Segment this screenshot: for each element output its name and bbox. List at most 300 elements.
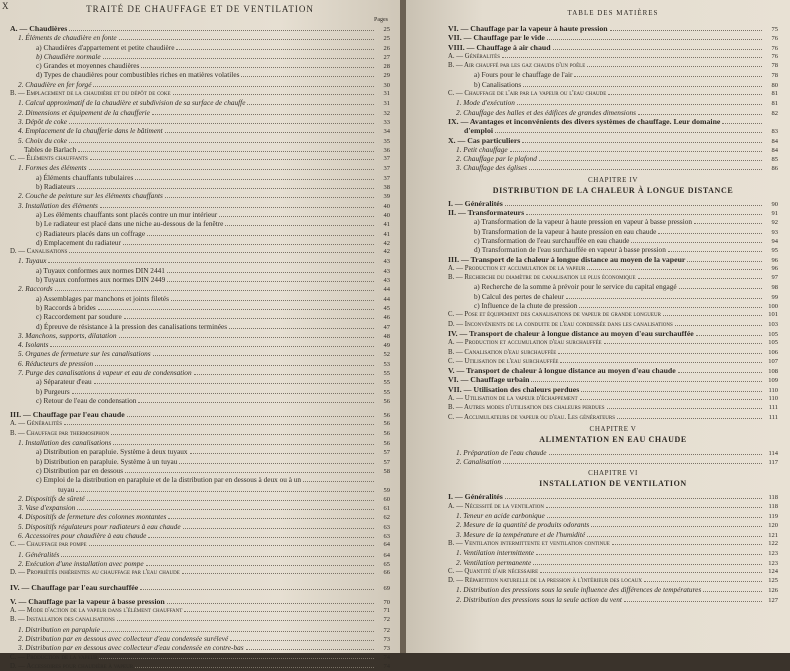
toc-entry-page: 100 bbox=[768, 303, 778, 311]
toc-entry-title: D. — Propriétés inhérentes au chauffage par l'eau chaude bbox=[10, 569, 180, 577]
dot-leader bbox=[102, 631, 374, 632]
dot-leader bbox=[607, 408, 762, 409]
dot-leader bbox=[591, 526, 762, 527]
toc-entry-title: D. — Canalisations bbox=[10, 248, 68, 256]
toc-entry bbox=[10, 182, 390, 191]
toc-entry bbox=[448, 576, 778, 585]
toc-entry-page: 33 bbox=[383, 118, 390, 126]
toc-entry-title: c) Retour de l'eau de condensation bbox=[36, 395, 137, 405]
dot-leader bbox=[171, 300, 374, 301]
toc-entry-page: 38 bbox=[383, 184, 390, 192]
toc-entry bbox=[448, 217, 778, 226]
toc-entry-title: c) Distribution par en dessous bbox=[36, 465, 124, 475]
toc-entry bbox=[448, 273, 778, 282]
toc-entry bbox=[448, 43, 778, 52]
toc-entry bbox=[10, 210, 390, 219]
toc-entry-page: 49 bbox=[383, 342, 390, 350]
toc-entry bbox=[448, 502, 778, 511]
dot-leader bbox=[167, 272, 374, 273]
toc-entry-title: b) Tuyaux conformes aux normes DIN 2449 bbox=[36, 275, 166, 285]
toc-entry-page: 25 bbox=[383, 35, 390, 43]
toc-entry-page: 36 bbox=[383, 146, 390, 154]
toc-entry-page: 42 bbox=[383, 248, 390, 256]
dot-leader bbox=[94, 383, 374, 384]
toc-entry bbox=[10, 322, 390, 331]
toc-entry-page: 40 bbox=[383, 211, 390, 219]
toc-entry-page: 76 bbox=[771, 44, 778, 52]
toc-entry-page: 78 bbox=[771, 62, 778, 70]
dot-leader bbox=[48, 262, 374, 263]
dot-leader bbox=[610, 30, 762, 31]
toc-entry-title: a) Fours pour le chauffage de l'air bbox=[474, 70, 573, 80]
dot-leader bbox=[668, 251, 762, 252]
toc-entry-page: 37 bbox=[383, 165, 390, 173]
toc-entry bbox=[10, 457, 390, 466]
dot-leader bbox=[123, 244, 374, 245]
toc-entry-title: 1. Teneur en acide carbonique bbox=[456, 511, 545, 521]
toc-entry-page: 105 bbox=[768, 330, 778, 338]
toc-entry-page: 37 bbox=[383, 155, 390, 163]
toc-entry bbox=[10, 201, 390, 210]
toc-entry bbox=[10, 126, 390, 135]
toc-entry-title: 3. Mesure de la température et de l'humidité bbox=[456, 529, 586, 539]
toc-entry bbox=[448, 338, 778, 347]
dot-leader bbox=[549, 454, 762, 455]
dot-leader bbox=[547, 517, 762, 518]
dot-leader bbox=[560, 362, 762, 363]
toc-entry-title: b) Raccords à brides bbox=[36, 302, 96, 312]
toc-entry-title: 2. Ventilation permanente bbox=[456, 557, 532, 567]
toc-entry-page: 85 bbox=[771, 156, 778, 164]
toc-entry-title: d) Types de chaudières pour combustibles riches en matières volatiles bbox=[36, 70, 240, 80]
toc-entry bbox=[448, 448, 778, 457]
toc-entry bbox=[448, 585, 778, 594]
dot-leader bbox=[147, 235, 374, 236]
toc-entry bbox=[448, 255, 778, 264]
dot-leader bbox=[78, 151, 374, 152]
toc-entry-title: VI. — Chauffage par la vapeur à haute pression bbox=[448, 24, 608, 33]
toc-entry-title: IX. — Avantages et inconvénients des divers systèmes de chauffage. Leur domaine bbox=[448, 116, 721, 126]
toc-entry bbox=[448, 520, 778, 529]
toc-entry bbox=[10, 540, 390, 549]
dot-leader bbox=[547, 39, 762, 40]
toc-entry-title: 2. Mesure de la quantité de produits odorants bbox=[456, 520, 590, 530]
toc-entry bbox=[10, 33, 390, 42]
toc-entry-title: c) Grandes et moyennes chaudières bbox=[36, 61, 140, 71]
toc-entry bbox=[10, 284, 390, 293]
toc-entry-page: 44 bbox=[383, 295, 390, 303]
toc-entry-page: 56 bbox=[383, 420, 390, 428]
dot-leader bbox=[103, 58, 374, 59]
toc-entry-page: 43 bbox=[383, 277, 390, 285]
dot-leader bbox=[608, 94, 762, 95]
toc-entry-page: 56 bbox=[383, 429, 390, 437]
toc-entry-page: 62 bbox=[383, 514, 390, 522]
toc-entry-title: d) Transformation de l'eau surchauffée en vapeur à basse pression bbox=[474, 245, 666, 255]
dot-leader bbox=[89, 169, 375, 170]
toc-entry-page: 57 bbox=[383, 449, 390, 457]
dot-leader bbox=[124, 318, 374, 319]
toc-entry-title: 4. Isolants bbox=[18, 340, 49, 350]
toc-entry-page: 73 bbox=[383, 636, 390, 643]
toc-entry-page: 82 bbox=[771, 109, 778, 117]
dot-leader bbox=[99, 658, 374, 659]
toc-entry-page: 43 bbox=[383, 267, 390, 275]
toc-entry-title: II. — Transformateurs bbox=[448, 208, 525, 218]
toc-entry-title: C. — Accumulateurs de vapeur ou d'eau. Les générateurs bbox=[448, 413, 616, 421]
toc-entry bbox=[10, 494, 390, 503]
toc-entry-title: A. — Mode d'action de la vapeur dans l'élément chauffant bbox=[10, 607, 183, 615]
dot-leader bbox=[182, 573, 374, 574]
dot-leader bbox=[117, 620, 374, 621]
toc-entry-page: 66 bbox=[383, 569, 390, 577]
toc-entry-page: 39 bbox=[383, 193, 390, 201]
toc-entry-page: 30 bbox=[383, 81, 390, 89]
toc-entry-title: VIII. — Chauffage à air chaud bbox=[448, 42, 551, 52]
toc-entry bbox=[448, 126, 778, 135]
toc-entry-page: 41 bbox=[383, 221, 390, 229]
toc-entry-page: 64 bbox=[383, 551, 390, 559]
toc-entry-title: 5. Dispositifs régulateurs pour radiateurs à eau chaude bbox=[18, 521, 181, 531]
toc-entry bbox=[10, 597, 390, 606]
toc-entry bbox=[10, 340, 390, 349]
toc-entry-title: B. — Recherche du diamètre de canalisation le plus économique bbox=[448, 274, 636, 282]
toc-entry-title: 6. Réducteurs de pression bbox=[18, 358, 94, 368]
dot-leader bbox=[127, 416, 374, 417]
dot-leader bbox=[77, 509, 374, 510]
toc-entry-title: d'emploi bbox=[464, 126, 494, 136]
dot-leader bbox=[183, 528, 374, 529]
toc-entry bbox=[10, 410, 390, 419]
toc-entry-title: b) Radiateurs bbox=[36, 182, 76, 192]
dot-leader bbox=[165, 197, 374, 198]
toc-entry-page: 119 bbox=[768, 513, 778, 521]
dot-leader bbox=[119, 39, 374, 40]
toc-entry-page: 45 bbox=[383, 304, 390, 312]
toc-entry-title: a) Séparateur d'eau bbox=[36, 377, 92, 387]
toc-entry-page: 125 bbox=[768, 577, 778, 585]
dot-leader bbox=[675, 325, 762, 326]
toc-entry-page: 81 bbox=[771, 90, 778, 98]
toc-entry-page: 93 bbox=[771, 228, 778, 236]
toc-entry-title: 1. Distribution en parapluie bbox=[18, 624, 100, 634]
toc-entry-title: C. — Éléments chauffants bbox=[10, 155, 88, 163]
dot-leader bbox=[553, 49, 762, 50]
toc-entry-page: 55 bbox=[383, 388, 390, 396]
toc-entry-title: A. — Production et accumulation de la vapeur bbox=[448, 264, 586, 272]
dot-leader bbox=[89, 545, 374, 546]
dot-leader bbox=[90, 159, 374, 160]
toc-entry bbox=[448, 282, 778, 291]
toc-entry-page: 76 bbox=[771, 52, 778, 60]
toc-entry bbox=[448, 163, 778, 172]
dot-leader bbox=[190, 453, 374, 454]
toc-entry-title: III. — Chauffage par l'eau chaude bbox=[10, 410, 125, 420]
toc-entry-title: III. — Transport de la chaleur à longue distance au moyen de la vapeur bbox=[448, 254, 686, 264]
toc-entry bbox=[10, 108, 390, 117]
toc-entry-title: 3. Chauffage des églises bbox=[456, 163, 527, 173]
dot-leader bbox=[687, 261, 762, 262]
toc-entry bbox=[10, 387, 390, 396]
toc-entry-page: 95 bbox=[771, 247, 778, 255]
dot-leader bbox=[531, 381, 762, 382]
running-head-right: TABLE DES MATIÈRES bbox=[567, 9, 659, 17]
toc-entry bbox=[10, 377, 390, 386]
dot-leader bbox=[219, 216, 374, 217]
toc-entry bbox=[10, 349, 390, 358]
toc-entry-title: VII. — Utilisation des chaleurs perdues bbox=[448, 384, 580, 394]
toc-entry-title: B. — Installation des canalisations bbox=[10, 616, 115, 624]
dot-leader bbox=[135, 179, 374, 180]
toc-entry-page: 86 bbox=[771, 165, 778, 173]
dot-leader bbox=[694, 223, 762, 224]
chapter-label: CHAPITRE V bbox=[589, 424, 637, 433]
toc-entry-title: d) Emplacement du radiateur bbox=[36, 237, 121, 247]
toc-entry-title: 6. Accessoires pour chaudière à eau chaude bbox=[18, 531, 147, 541]
toc-entry bbox=[448, 108, 778, 117]
toc-entry bbox=[10, 653, 390, 662]
toc-entry-page: 55 bbox=[383, 369, 390, 377]
toc-entry bbox=[10, 52, 390, 61]
toc-entry-title: a) Chaudières d'appartement et petite chaudière bbox=[36, 42, 175, 52]
toc-entry-page: 65 bbox=[383, 560, 390, 568]
toc-entry-page: 59 bbox=[383, 486, 390, 494]
dot-leader bbox=[87, 500, 374, 501]
toc-entry-title: D. — Répartition naturelle de la pression à l'intérieur des locaux bbox=[448, 577, 642, 585]
toc-entry bbox=[448, 375, 778, 384]
dot-leader bbox=[631, 242, 762, 243]
toc-entry-title: 3. Distribution par en dessous avec collecteur d'eau condensée en contre-bas bbox=[18, 643, 244, 653]
dot-leader bbox=[638, 278, 762, 279]
dot-leader bbox=[167, 603, 374, 604]
toc-entry-page: 92 bbox=[771, 219, 778, 227]
toc-entry-title: a) Tuyaux conformes aux normes DIN 2441 bbox=[36, 265, 165, 275]
toc-entry-title: I. — Généralités bbox=[448, 492, 503, 502]
toc-entry bbox=[10, 559, 390, 568]
toc-entry-page: 75 bbox=[771, 26, 778, 33]
toc-entry-title: 2. Chaudière en fer forgé bbox=[18, 79, 92, 89]
toc-entry-title: 1. Formes des éléments bbox=[18, 163, 87, 173]
toc-entry-title: b) Chaudière normale bbox=[36, 51, 101, 61]
toc-entry-title: A. — Chaudières bbox=[10, 24, 68, 33]
toc-entry-title: b) Canalisations bbox=[474, 79, 522, 89]
toc-entry-page: 127 bbox=[768, 596, 778, 604]
toc-entry-page: 94 bbox=[771, 237, 778, 245]
toc-entry-title: Tables de Barlach bbox=[24, 144, 77, 154]
toc-entry bbox=[10, 154, 390, 163]
toc-entry-title: b) Transformation de la vapeur à haute pression en eau chaude bbox=[474, 226, 657, 236]
dot-leader bbox=[184, 611, 374, 612]
toc-entry-page: 29 bbox=[383, 72, 390, 80]
dot-leader bbox=[113, 444, 374, 445]
toc-entry-page: 110 bbox=[768, 394, 778, 402]
toc-entry-title: B. — Ventilation intermittente et ventilation continue bbox=[448, 539, 610, 547]
toc-entry-title: IV. — Transport de chaleur à longue distance au moyen d'eau surchauffée bbox=[448, 328, 694, 338]
dot-leader bbox=[50, 346, 374, 347]
toc-entry bbox=[10, 625, 390, 634]
toc-entry-title: d) Épreuve de résistance à la pression des canalisations terminées bbox=[36, 321, 228, 331]
toc-entry bbox=[448, 208, 778, 217]
toc-entry-page: 106 bbox=[768, 348, 778, 356]
toc-entry-page: 96 bbox=[771, 256, 778, 264]
toc-entry-page: 37 bbox=[383, 174, 390, 182]
toc-entry-title: a) Les éléments chauffants sont placés contre un mur intérieur bbox=[36, 209, 218, 219]
dot-leader bbox=[64, 424, 374, 425]
toc-entry-page: 122 bbox=[768, 539, 778, 547]
dot-leader bbox=[522, 142, 762, 143]
dot-leader bbox=[69, 252, 374, 253]
toc-entry-title: A. — Nécessité de la ventilation bbox=[448, 502, 544, 510]
toc-entry bbox=[10, 266, 390, 275]
dot-leader bbox=[247, 104, 374, 105]
pages-column-label: Pages bbox=[374, 17, 388, 23]
toc-entry-title: c) Transformation de l'eau surchauffée en eau chaude bbox=[474, 235, 630, 245]
toc-entry bbox=[10, 303, 390, 312]
dot-leader bbox=[153, 355, 374, 356]
toc-entry-page: 126 bbox=[768, 587, 778, 595]
toc-entry-title: B. — Chauffage par thermosiphon bbox=[10, 429, 110, 437]
toc-entry-page: 31 bbox=[383, 100, 390, 108]
toc-entry bbox=[10, 583, 390, 592]
toc-entry bbox=[10, 438, 390, 447]
toc-entry-page: 120 bbox=[768, 522, 778, 530]
dot-leader bbox=[580, 399, 762, 400]
toc-entry bbox=[10, 419, 390, 428]
dot-leader bbox=[111, 434, 374, 435]
toc-entry bbox=[10, 117, 390, 126]
toc-entry bbox=[448, 301, 778, 310]
right-page bbox=[406, 0, 790, 653]
toc-entry-page: 61 bbox=[383, 505, 390, 513]
toc-entry-title: I. — Généralités bbox=[448, 198, 503, 208]
dot-leader bbox=[510, 151, 762, 152]
toc-entry-page: 71 bbox=[383, 607, 390, 615]
dot-leader bbox=[679, 288, 762, 289]
toc-entry-title: D. — Accessoires pour chaudière à vapeur bbox=[10, 662, 134, 670]
toc-entry bbox=[10, 466, 390, 475]
toc-entry-page: 118 bbox=[768, 502, 778, 510]
toc-entry-title: 2. Distribution des pressions sous la seule action du vent bbox=[456, 594, 622, 604]
dot-leader bbox=[141, 67, 374, 68]
running-head-left: TRAITÉ DE CHAUFFAGE ET DE VENTILATION bbox=[86, 4, 314, 14]
toc-entry-title: 2. Canalisation bbox=[456, 457, 502, 467]
chapter-title: INSTALLATION DE VENTILATION bbox=[539, 479, 687, 489]
toc-entry-page: 107 bbox=[768, 357, 778, 365]
dot-leader bbox=[502, 57, 762, 58]
dot-leader bbox=[303, 481, 374, 482]
dot-leader bbox=[581, 391, 762, 392]
toc-entry-page: 72 bbox=[383, 616, 390, 624]
toc-entry-title: 3. Dépôt de coke bbox=[18, 116, 68, 126]
toc-entry-page: 44 bbox=[383, 286, 390, 294]
toc-entry bbox=[448, 530, 778, 539]
dot-leader bbox=[135, 667, 374, 668]
dot-leader bbox=[69, 30, 374, 31]
toc-entry-title: 4. Dispositifs de fermeture des colonnes montantes bbox=[18, 512, 167, 522]
toc-entry bbox=[448, 385, 778, 394]
toc-entry-page: 63 bbox=[383, 523, 390, 531]
dot-leader bbox=[558, 353, 762, 354]
toc-entry bbox=[10, 512, 390, 521]
dot-leader bbox=[539, 160, 762, 161]
toc-entry-title: C. — Pose et équipement des canalisations de vapeur de grande longueur bbox=[448, 311, 661, 319]
toc-entry bbox=[448, 199, 778, 208]
toc-entry bbox=[10, 475, 390, 484]
dot-leader bbox=[722, 123, 762, 124]
toc-entry-page: 69 bbox=[383, 584, 390, 592]
toc-entry bbox=[448, 348, 778, 357]
dot-leader bbox=[146, 565, 374, 566]
toc-entry bbox=[448, 117, 778, 126]
toc-entry-title: 2. Chauffage des halles et des édifices de grandes dimensions bbox=[456, 107, 636, 117]
toc-entry-page: 53 bbox=[383, 360, 390, 368]
toc-entry bbox=[10, 359, 390, 368]
toc-entry bbox=[448, 492, 778, 501]
toc-entry bbox=[448, 227, 778, 236]
toc-entry-page: 117 bbox=[768, 459, 778, 467]
toc-entry-title: 1. Mode d'exécution bbox=[456, 98, 515, 108]
dot-leader bbox=[229, 328, 374, 329]
dot-leader bbox=[179, 463, 374, 464]
toc-entry-page: 105 bbox=[768, 339, 778, 347]
toc-entry bbox=[10, 396, 390, 405]
toc-entry-page: 64 bbox=[383, 541, 390, 549]
toc-entry-title: 2. Raccords bbox=[18, 284, 53, 294]
chapter-label: CHAPITRE VI bbox=[588, 469, 638, 478]
toc-entry-title: 1. Tuyaux bbox=[18, 256, 47, 266]
toc-entry bbox=[10, 247, 390, 256]
toc-entry-page: 63 bbox=[383, 533, 390, 541]
toc-entry bbox=[448, 61, 778, 70]
toc-entry bbox=[10, 191, 390, 200]
toc-entry-title: A. — Généralités bbox=[10, 420, 62, 428]
toc-entry-page: 76 bbox=[771, 35, 778, 43]
dot-leader bbox=[168, 518, 374, 519]
dot-leader bbox=[148, 537, 374, 538]
toc-entry bbox=[448, 357, 778, 366]
toc-entry-page: 111 bbox=[768, 404, 778, 412]
toc-entry-title: b) Purgeurs bbox=[36, 386, 70, 396]
toc-entry bbox=[448, 320, 778, 329]
dot-leader bbox=[696, 335, 762, 336]
toc-entry bbox=[448, 366, 778, 375]
dot-leader bbox=[505, 498, 762, 499]
toc-entry-title: 4. Emplacement de la chaufferie dans le bâtiment bbox=[18, 126, 163, 136]
toc-entry-title: 1. Ventilation intermittente bbox=[456, 548, 535, 558]
toc-entry bbox=[448, 236, 778, 245]
toc-entry-page: 109 bbox=[768, 377, 778, 385]
dot-leader bbox=[69, 142, 374, 143]
toc-entry-title: 2. Dimensions et équipement de la chaufferie bbox=[18, 107, 150, 117]
toc-entry bbox=[448, 154, 778, 163]
toc-entry bbox=[448, 52, 778, 61]
dot-leader bbox=[76, 491, 374, 492]
toc-entry bbox=[10, 275, 390, 284]
chapter-label: CHAPITRE IV bbox=[588, 175, 638, 184]
toc-entry bbox=[448, 136, 778, 145]
toc-entry-title: a) Transformation de la vapeur à haute pression en vapeur à basse pression bbox=[474, 217, 693, 227]
toc-entry-page: 96 bbox=[771, 264, 778, 272]
toc-entry-page: 52 bbox=[383, 351, 390, 359]
toc-entry-title: a) Éléments chauffants tubulaires bbox=[36, 172, 134, 182]
dot-leader bbox=[119, 337, 374, 338]
toc-entry-page: 84 bbox=[771, 137, 778, 145]
toc-entry-title: B. — Autres modes d'utilisation des chaleurs perdues bbox=[448, 404, 605, 412]
toc-entry-title: c) Emploi de la distribution en parapluie et de la distribution par en dessous à deux ou à un bbox=[36, 475, 302, 485]
toc-entry bbox=[10, 70, 390, 79]
dot-leader bbox=[529, 169, 762, 170]
toc-entry-page: 118 bbox=[768, 494, 778, 502]
